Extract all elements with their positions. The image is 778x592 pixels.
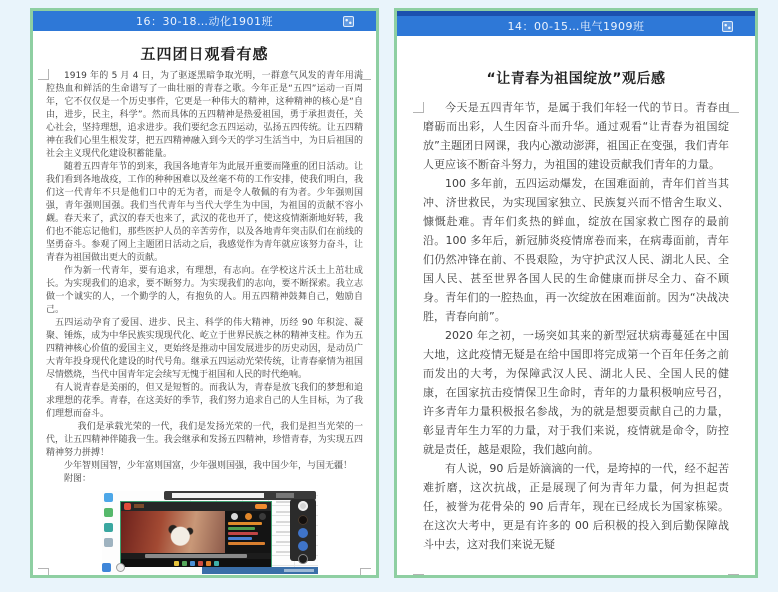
live-chat-panel — [225, 511, 271, 553]
margin-corner-mark — [38, 69, 49, 80]
left-window-titlebar[interactable] — [33, 11, 376, 31]
margin-corner-mark — [413, 102, 424, 113]
avatar — [231, 513, 238, 520]
essay-paragraph: 随着五四青年节的到来，我国各地青年为此展开重要而隆重的团日活动。让我们看到各地战疫，工作的种种困难以及丝毫不苟的工作安排，使我们明白，我们这一代青年不只是他们口中的无为者，而是令人敬佩的有为者。少年强则国强，青年强则国强。我们当代青年与当代大学生为中国，为祖国的贡献不容小觑。春天来了，武汉的春天也来了，武汉的花也开了，使这疫情渐渐地好转，我们也不能忘记他们，那些医护人员的辛苦劳作，以及各地青年突击队们在前线的坚勇奋斗。参观了网上主题团日活动之后，我感觉作为青年就应该努力奋斗，让青春为祖国做出更大的贡献。 — [46, 162, 363, 263]
player-control-icon — [214, 561, 219, 566]
magnifier-icon — [116, 563, 125, 572]
photo-badge-icon[interactable] — [722, 21, 733, 32]
left-document-page — [33, 43, 376, 578]
right-window-title: 14：00-15…电气1909班 — [507, 20, 645, 33]
participant-avatar — [298, 554, 308, 564]
desktop-icons — [102, 493, 118, 563]
chat-line — [228, 532, 258, 535]
right-essay-title: “让青春为祖国绽放”观后感 — [486, 71, 666, 87]
player-control-icon — [206, 561, 211, 566]
video-caption-bar — [145, 554, 247, 558]
avatar — [259, 513, 266, 520]
player-control-icon — [190, 561, 195, 566]
site-logo-icon — [124, 503, 131, 510]
chat-line — [228, 537, 252, 540]
avatar — [245, 513, 252, 520]
right-document-page — [397, 68, 755, 578]
essay-paragraph: 我们是承载光荣的一代，我们是发扬光荣的一代，我们是担当光荣的一代，让五四精神伴随我一生。我会继承和发扬五四精神，珍惜青春，为实现五四精神努力拼搏！ — [46, 422, 363, 458]
chat-avatars — [227, 513, 269, 520]
attached-screenshot-image[interactable] — [102, 491, 318, 575]
video-window-body — [121, 511, 271, 553]
login-button — [255, 504, 267, 509]
player-control-icon — [174, 561, 179, 566]
chat-line — [228, 527, 255, 530]
left-essay-title: 五四团日观看有感 — [140, 45, 269, 63]
desktop-icon — [104, 508, 113, 517]
right-window-titlebar[interactable] — [397, 16, 755, 36]
participant-avatar — [298, 501, 308, 511]
desktop-icon — [104, 523, 113, 532]
chat-line — [228, 522, 262, 525]
left-window-title: 16：30-18…动化1901班 — [136, 15, 273, 28]
essay-paragraph: 有人说，90 后是娇滴滴的一代，是垮掉的一代，经不起苦难折磨，这次抗战，正是展现了何为青年力量，何为担起责任，被誉为花骨朵的 90 后青年，现在已经成长为国家栋梁。在这次大考中，更是有许多的 00 后积极的投入到后勤保障战斗中去，这对我们来说无疑 — [423, 462, 729, 551]
essay-paragraph: 有人说青春是美丽的，但又是短暂的。而我认为，青春是放飞我们的梦想和追求理想的花季。青春，在这美好的季节，我们努力追求自己的人生目标，为了我们理想而奋斗。 — [46, 383, 363, 419]
video-window-titlebar — [121, 502, 271, 511]
left-document-window — [30, 8, 379, 578]
margin-corner-mark — [728, 574, 739, 578]
participant-avatar — [298, 515, 308, 525]
essay-paragraph: 100 多年前，五四运动爆发，在国难面前，青年们首当其冲、济世救民，为实现国家独立、民族复兴而不惜舍生取义、慷慨赴难。青年们炙热的鲜血，绽放在国家救亡图存的最前沿。100 多年后，新冠肺炎疫情席卷而来，在病毒面前，青年们仍然冲锋在前、不畏艰险，为守护武汉人民、湖北人民、全国人民、甚至世界各国人民的生命健康而拼尽全力、奋不顾身。青年们的一腔热血，再一次绽放在困难面前。因为“决战决胜，青春向前”。 — [423, 177, 729, 323]
player-controls — [121, 559, 271, 567]
video-player-window — [120, 501, 272, 567]
participant-avatar — [298, 528, 308, 538]
photo-badge-icon[interactable] — [343, 16, 354, 27]
taskbar — [202, 567, 318, 574]
essay-paragraph: 今天是五四青年节，是属于我们年轻一代的节日。青春由磨砺而出彩，人生因奋斗而升华。通过观看“让青春为祖国绽放”主题团日网课，我内心激动澎湃，祖国正在变强，我们青年人更应该不断奋斗努力，为祖国的建设贡献我们青年的力量。 — [423, 101, 729, 171]
margin-corner-mark — [38, 568, 49, 578]
address-field — [172, 493, 264, 498]
right-document-window — [394, 8, 758, 578]
taskbar-status — [284, 569, 314, 572]
essay-paragraph: 五四运动孕育了爱国、进步、民主、科学的伟大精神，历经 90 年积淀、凝聚、锤炼，成为中华民族实现现代化、屹立于世界民族之林的精神支柱。作为五四精神核心价值的爱国主义，更始终是推动中国发展进步的历史动因，是动员广大青年投身现代化建设的时代号角。继承五四运动光荣传统，让青春豪情为祖国尽情燃烧，当代中国青年定会续写无愧于祖国和人民的时代绝响。 — [46, 318, 363, 380]
essay-paragraph: 1919 年的 5 月 4 日，为了驱逐黑暗争取光明，一群意气风发的青年用满腔热血和鲜活的生命谱写了一曲壮丽的青春之歌。今年正是“五四”运动一百周年，它不仅仅是一个历史事件，它更是一种伟大的精神，这种精神的核心是“自由，进步，民主，科学”。然而具体的五四精神是热爱祖国，勇于承担责任，关心社会，坚持理想，追求进步。我们要纪念五四运动，弘扬五四传统。让五四精神在我们心里生根发芽，把五四精神融入到今天的学习生活当中，为日后祖国的社会主义现代化建设积蓄能量。 — [46, 71, 363, 159]
margin-corner-mark — [728, 102, 739, 113]
participant-avatar-rail — [290, 499, 316, 561]
address-bar-button — [276, 493, 294, 498]
margin-corner-mark — [360, 568, 371, 578]
site-title-text — [134, 504, 144, 508]
player-control-icon — [182, 561, 187, 566]
right-essay-body — [397, 98, 755, 554]
left-essay-body — [33, 70, 376, 575]
desktop-icon — [104, 538, 113, 547]
essay-paragraph: 2020 年之初，一场突如其来的新型冠状病毒蔓延在中国大地，这此疫情无疑是在给中国即将完成第一个百年任务之前而发出的大考，为保障武汉人民、湖北人民、全国人民的健康，在国家抗击疫情保卫生命时，青年的力量积极响应号召，许多青年力量积极报名参战，为的就是想要贡献自己的力量，彰显青年生力军的力量，对于我们来说，疫情就是命令，防控就是责任，越是艰险，我们越向前。 — [423, 329, 729, 456]
video-frame — [121, 511, 225, 553]
participant-avatar — [298, 541, 308, 551]
attachment-caption: 附图： — [64, 474, 92, 484]
essay-paragraph: 少年智则国智，少年富则国富，少年强则国强，我中国少年，与国无疆！ — [64, 461, 353, 471]
margin-corner-mark — [360, 69, 371, 80]
margin-corner-mark — [413, 574, 424, 578]
player-control-icon — [198, 561, 203, 566]
desktop-icon — [104, 493, 113, 502]
essay-paragraph: 作为新一代青年，要有追求，有理想，有志向。在学校这片沃土上茁壮成长。为实现我们的追求，要不断努力。为实现我们的志向，要不断探索。我立志做一个诚实的人，一个勤学的人，有抱负的人。用五四精神鼓舞自己，勉励自己。 — [46, 266, 363, 315]
chat-line — [228, 542, 265, 545]
chat-bubble-icon — [102, 563, 111, 572]
